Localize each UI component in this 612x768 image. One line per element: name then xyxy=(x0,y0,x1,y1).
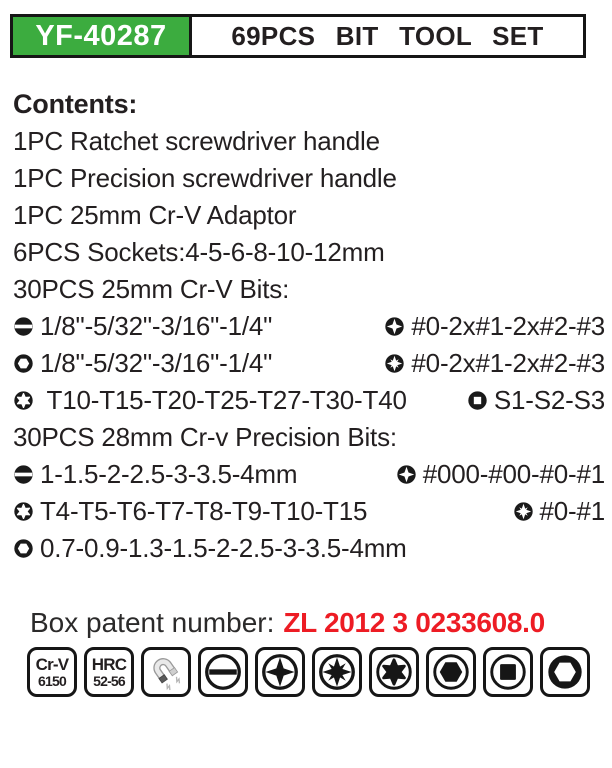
bit-sizes: T4-T5-T6-T7-T8-T9-T10-T15 xyxy=(40,496,368,526)
badge-phillips xyxy=(255,647,305,697)
bit-sizes: #0-2x#1-2x#2-#3 xyxy=(411,311,605,341)
bit-group xyxy=(13,348,272,379)
phillips-bit-icon xyxy=(396,464,417,485)
badge-slotted xyxy=(198,647,248,697)
bits-25mm-heading: 30PCS 25mm Cr-V Bits: xyxy=(13,274,290,304)
contents-section xyxy=(13,86,605,567)
badge-crv-6150 xyxy=(27,647,77,697)
torx-bit-icon xyxy=(374,652,414,692)
feature-badges xyxy=(27,647,590,697)
phillips-bit-icon xyxy=(260,652,300,692)
pozidriv-bit-icon xyxy=(317,652,357,692)
bits-25mm-row xyxy=(13,345,605,382)
bit-group xyxy=(467,385,605,416)
bit-sizes: #000-#00-#0-#1 xyxy=(422,459,605,489)
badge-hrc-52-56 xyxy=(84,647,134,697)
bit-group xyxy=(13,533,407,564)
contents-item: 6PCS Sockets:4-5-6-8-10-12mm xyxy=(13,237,385,267)
bit-group xyxy=(513,496,606,527)
bits-28mm-heading: 30PCS 28mm Cr-v Precision Bits: xyxy=(13,422,397,452)
bit-group xyxy=(13,496,367,527)
bits-25mm-row xyxy=(13,382,605,419)
bits-28mm-row xyxy=(13,493,605,530)
square-bit-icon xyxy=(467,390,488,411)
pozidriv-bit-icon xyxy=(513,501,534,522)
patent-number: ZL 2012 3 0233608.0 xyxy=(283,607,545,638)
contents-item: 1PC Precision screwdriver handle xyxy=(13,163,397,193)
bit-sizes: #0-#1 xyxy=(539,496,605,526)
bits-28mm-row xyxy=(13,456,605,493)
header-bar xyxy=(10,14,586,58)
slotted-bit-icon xyxy=(13,316,34,337)
bit-sizes: #0-2x#1-2x#2-#3 xyxy=(411,348,605,378)
badge-hrc-line2: 52-56 xyxy=(93,672,125,689)
bit-sizes: 1/8"-5/32"-3/16"-1/4" xyxy=(40,348,273,378)
badge-hex xyxy=(426,647,476,697)
bit-group xyxy=(13,311,272,342)
torx-bit-icon xyxy=(13,501,34,522)
bit-sizes: 1-1.5-2-2.5-3-3.5-4mm xyxy=(40,459,298,489)
bit-group xyxy=(396,459,605,490)
hex-socket-icon xyxy=(545,652,585,692)
hex-bit-icon xyxy=(13,353,34,374)
square-bit-icon xyxy=(488,652,528,692)
model-number: YF-40287 xyxy=(13,17,192,55)
bit-group xyxy=(384,311,605,342)
patent-label: Box patent number: xyxy=(30,607,275,638)
bit-group xyxy=(13,385,407,416)
badge-square xyxy=(483,647,533,697)
badge-magnetic xyxy=(141,647,191,697)
contents-item: 1PC Ratchet screwdriver handle xyxy=(13,126,380,156)
bit-group xyxy=(13,459,297,490)
patent-line xyxy=(30,607,545,639)
hex-bit-icon xyxy=(13,538,34,559)
page-title: 69PCS BIT TOOL SET xyxy=(231,20,544,51)
bit-group xyxy=(384,348,605,379)
bits-28mm-row xyxy=(13,530,605,567)
badge-hrc-line1: HRC xyxy=(91,655,127,675)
badge-crv-line2: 6150 xyxy=(38,672,66,689)
bit-sizes: 0.7-0.9-1.3-1.5-2-2.5-3-3.5-4mm xyxy=(40,533,407,563)
contents-heading: Contents: xyxy=(13,89,138,119)
badge-crv-line1: Cr-V xyxy=(35,655,69,675)
slotted-bit-icon xyxy=(13,464,34,485)
torx-bit-icon xyxy=(13,390,34,411)
bit-sizes: S1-S2-S3 xyxy=(493,385,605,415)
contents-item: 1PC 25mm Cr-V Adaptor xyxy=(13,200,297,230)
phillips-bit-icon xyxy=(384,316,405,337)
bits-25mm-row xyxy=(13,308,605,345)
badge-torx xyxy=(369,647,419,697)
pozidriv-bit-icon xyxy=(384,353,405,374)
bit-sizes: 1/8"-5/32"-3/16"-1/4" xyxy=(40,311,273,341)
magnet-icon xyxy=(146,652,186,692)
badge-pozidriv xyxy=(312,647,362,697)
slotted-bit-icon xyxy=(203,652,243,692)
bit-sizes: T10-T15-T20-T25-T27-T30-T40 xyxy=(40,385,407,415)
badge-hex-socket xyxy=(540,647,590,697)
hex-bit-icon xyxy=(431,652,471,692)
